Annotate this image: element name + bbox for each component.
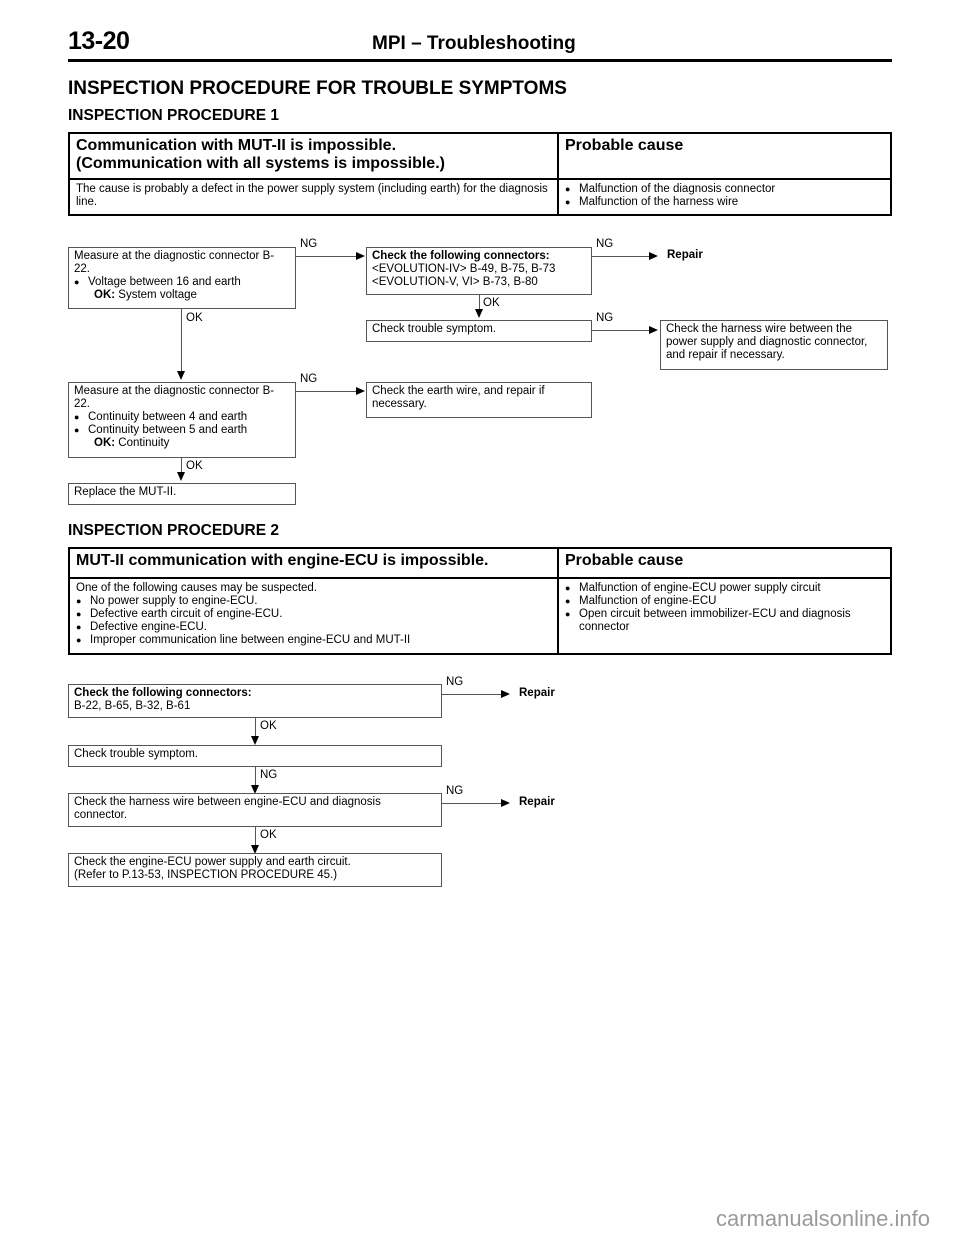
flow-box-power-supply [68,853,442,887]
page-number: 13-20 [68,27,130,55]
flow-box-check-symptom [366,320,592,342]
flow-bullet: ● Voltage between 16 and earth [74,276,290,289]
cause-item: ● Malfunction of engine-ECU power supply circuit [565,582,884,595]
symptom-line-1: Communication with MUT-II is impossible. [76,137,397,154]
causes-cell [558,578,891,654]
flow-line [592,256,649,257]
ok-label: OK: [94,437,116,449]
symptom-description [69,578,558,654]
cause-item: ● Open circuit between immobilizer-ECU and diagnosis connector [565,608,884,634]
symptom-line-2: (Communication with all systems is impossible.) [76,155,445,172]
description-bullet: ● Defective engine-ECU. [76,621,551,634]
flow-line [296,391,356,392]
repair-label: Repair [519,796,555,808]
ok-label: OK [260,829,277,841]
arrow-down-icon [177,472,185,481]
flow-text: Check the following connectors: [74,687,252,699]
ok-label: OK [186,312,203,324]
flow-line [255,827,256,847]
flow-line [255,767,256,787]
procedure-2-table [68,547,892,655]
watermark: carmanualsonline.info [715,1206,930,1231]
description-bullet: ● Improper communication line between engine-ECU and MUT-II [76,634,551,647]
section-name: MPI [372,33,406,54]
flow-line [296,256,356,257]
causes-cell [558,179,891,215]
ok-label: OK: [94,289,116,301]
arrow-right-icon [649,326,658,334]
main-title: INSPECTION PROCEDURE FOR TROUBLE SYMPTOMS [68,78,567,99]
description-bullet: ● No power supply to engine-ECU. [76,595,551,608]
flow-text: <EVOLUTION-V, VI> B-73, B-80 [372,276,538,288]
description-intro: One of the following causes may be suspected. [76,582,318,594]
flow-box-check-connectors [68,684,442,718]
procedure-2-title: INSPECTION PROCEDURE 2 [68,522,280,539]
flow-text: (Refer to P.13-53, INSPECTION PROCEDURE 45.) [74,869,338,881]
cause-item: ● Malfunction of the harness wire [565,196,884,209]
flow-box-check-earth [366,382,592,418]
flow-line [479,295,480,309]
flow-text: Check the engine-ECU power supply and earth circuit. [74,856,351,868]
procedure-1-table [68,132,892,216]
flow-box-measure-voltage [68,247,296,309]
flow-line [181,309,182,371]
arrow-right-icon [501,799,510,807]
flow-bullet: ● Continuity between 5 and earth [74,424,290,437]
flow-bullet: ● Continuity between 4 and earth [74,411,290,424]
flow-line [181,458,182,472]
description-bullet: ● Defective earth circuit of engine-ECU. [76,608,551,621]
ok-label: OK [260,720,277,732]
flow-box-replace [68,483,296,505]
ok-value: Continuity [118,437,170,449]
arrow-right-icon [649,252,658,260]
arrow-right-icon [356,252,365,260]
flow-text: B-22, B-65, B-32, B-61 [74,700,191,712]
symptom-cell: MUT-II communication with engine-ECU is impossible. [69,548,558,578]
cause-item: ● Malfunction of engine-ECU [565,595,884,608]
probable-cause-header: Probable cause [558,548,891,578]
flow-text: Check the harness wire between the power supply and diagnostic connector, and repair if necessary. [666,323,868,361]
ng-label: NG [596,312,614,324]
procedure-1-title: INSPECTION PROCEDURE 1 [68,107,280,124]
flow-text: Check the following connectors: [372,250,550,262]
arrow-right-icon [501,690,510,698]
flow-text: Replace the MUT-II. [74,486,177,498]
header-rule [68,59,892,62]
flow-text: <EVOLUTION-IV> B-49, B-75, B-73 [372,263,556,275]
ok-label: OK [483,297,500,309]
repair-label: Repair [667,249,703,261]
header-dash: – [411,33,422,54]
flow-box-check-connectors [366,247,592,295]
probable-cause-header: Probable cause [558,133,891,179]
page-header-title [372,33,576,55]
repair-label: Repair [519,687,555,699]
ng-label: NG [596,238,614,250]
ng-label: NG [300,238,318,250]
flow-box-check-harness [660,320,888,370]
ng-label: NG [260,769,278,781]
flow-box-measure-continuity [68,382,296,458]
flow-line [442,694,501,695]
flow-line [442,803,501,804]
flow-text: Check trouble symptom. [372,323,496,335]
ng-label: NG [300,373,318,385]
ok-label: OK [186,460,203,472]
symptom-cell [69,133,558,179]
flow-line [592,330,649,331]
ng-label: NG [446,785,464,797]
arrow-down-icon [177,371,185,380]
flow-text: Check trouble symptom. [74,748,198,760]
arrow-down-icon [475,309,483,318]
arrow-down-icon [251,736,259,745]
ok-value: System voltage [118,289,197,301]
flow-text: Check the earth wire, and repair if necessary. [372,385,545,410]
symptom-description: The cause is probably a defect in the power supply system (including earth) for the diagnosis line. [69,179,558,215]
flow-text: Measure at the diagnostic connector B-22. [74,385,275,410]
cause-item: ● Malfunction of the diagnosis connector [565,183,884,196]
flow-text: Measure at the diagnostic connector B-22. [74,250,275,275]
flow-line [255,718,256,738]
flow-text: Check the harness wire between engine-ECU and diagnosis connector. [74,796,381,821]
flow-box-check-harness [68,793,442,827]
subsection-name: Troubleshooting [426,33,576,54]
flow-box-check-symptom [68,745,442,767]
ng-label: NG [446,676,464,688]
arrow-right-icon [356,387,365,395]
